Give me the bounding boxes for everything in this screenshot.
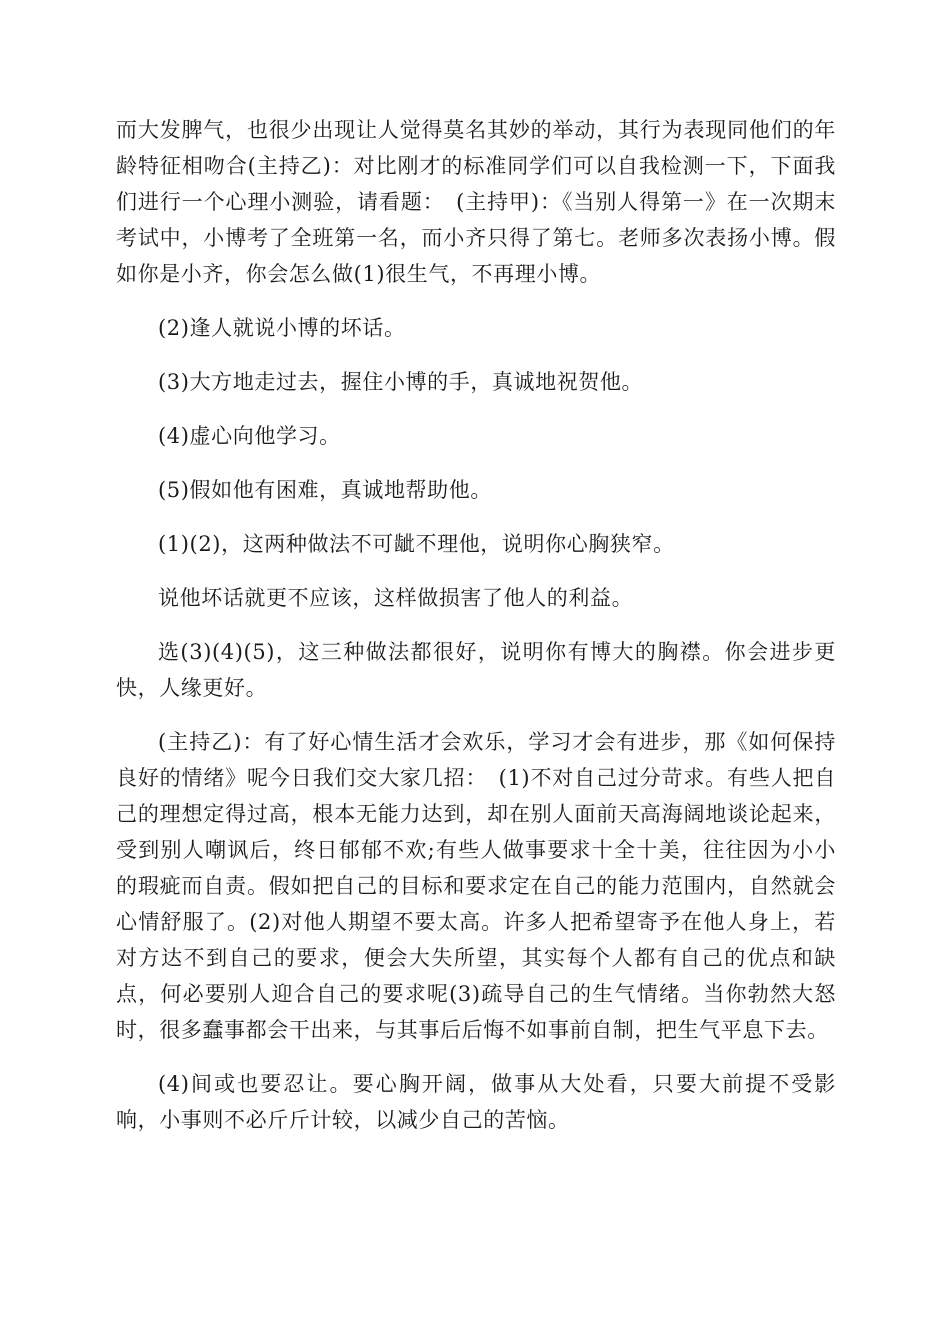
paragraph-2: (2)逢人就说小博的坏话。 (158, 316, 406, 340)
paragraph-8: 选(3)(4)(5)，这三种做法都很好，说明你有博大的胸襟。你会进步更快，人缘更好。 (116, 640, 836, 700)
paragraph-3: (3)大方地走过去，握住小博的手，真诚地祝贺他。 (158, 370, 644, 394)
paragraph-4: (4)虚心向他学习。 (158, 424, 341, 448)
paragraph-6: (1)(2)，这两种做法不可龇不理他，说明你心胸狭窄。 (158, 532, 675, 556)
paragraph-9: (主持乙)：有了好心情生活才会欢乐，学习才会有进步，那《如何保持良好的情绪》呢今日我们交大家几招： (1)不对自己过分苛求。有些人把自己的理想定得过高，根本无能力达到，却在别人面前天高海阔地谈论起来，受到别人嘲讽后，终日郁郁不欢;有些人做事要求十全十美，往往因为小小的瑕疵而自责。假如把自己的目标和要求定在自己的能力范围内，自然就会心情舒服了。(2)对他人期望不要太高。许多人把希望寄予在他人身上，若对方达不到自己的要求，便会大失所望，其实每个人都有自己的优点和缺点，何必要别人迎合自己的要求呢(3)疏导自己的生气情绪。当你勃然大怒时，很多蠢事都会干出来，与其事后后悔不如事前自制，把生气平息下去。 (116, 730, 836, 1042)
document-page (116, 112, 836, 1156)
paragraph-10: (4)间或也要忍让。要心胸开阔，做事从大处看，只要大前提不受影响，小事则不必斤斤计较，以减少自己的苦恼。 (116, 1072, 836, 1132)
paragraph-5: (5)假如他有困难，真诚地帮助他。 (158, 478, 492, 502)
paragraph-7: 说他坏话就更不应该，这样做损害了他人的利益。 (158, 586, 634, 610)
paragraph-1: 而大发脾气，也很少出现让人觉得莫名其妙的举动，其行为表现同他们的年龄特征相吻合(主持乙)：对比刚才的标准同学们可以自我检测一下，下面我们进行一个心理小测验，请看题： (主持甲)：《当别人得第一》在一次期末考试中，小博考了全班第一名，而小齐只得了第七。老师多次表扬小博。假如你是小齐，你会怎么做(1)很生气，不再理小博。 (116, 118, 836, 286)
